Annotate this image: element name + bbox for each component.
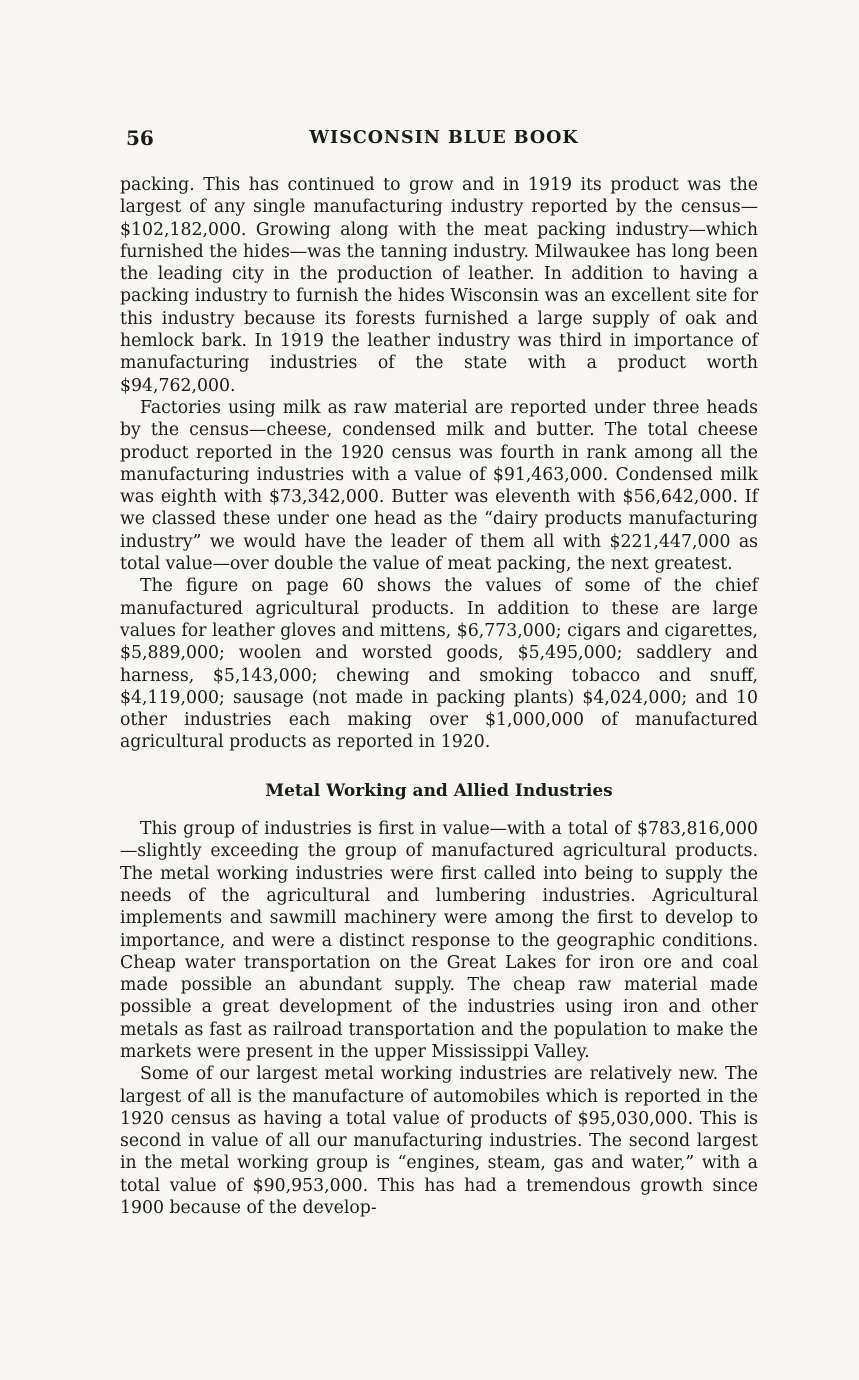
paragraph-metal-working: This group of industries is first in value—with a total of $783,816,000—slightly exceeding the group of manufactured agricultural products. The metal working industries were first called into being to supply the needs of the agricultural and lumbering industries. Agricultural implements and sawmill machinery were among the first to develop to importance, and were a distinct response to the geographic conditions. Cheap water transportation on the Great Lakes for iron ore and coal made possible an abundant supply. The cheap raw material made possible a great development of the industries using iron and other metals as fast as railroad transportation and the population to make the markets were present in the upper Mississippi Valley.: [120, 819, 758, 1062]
paragraph-automobiles: Some of our largest metal working industries are relatively new. The largest of all is the manufacture of automobiles which is reported in the 1920 census as having a total value of products of $95,030,000. This is second in value of all our manufacturing industries. The second largest in the metal working group is “engines, steam, gas and water,” with a total value of $90,953,000. This has had a tremendous growth since 1900 because of the develop-: [120, 1064, 758, 1219]
paragraph-dairy: Factories using milk as raw material are reported under three heads by the census—cheese, condensed milk and butter. The total cheese product reported in the 1920 census was fourth in rank among all the manufacturing industries with a value of $91,463,000. Condensed milk was eighth with $73,342,000. Butter was eleventh with $56,642,000. If we classed these under one head as the “dairy products manufacturing industry” we would have the leader of them all with $221,447,000 as total value—over double the value of meat packing, the next greatest.: [120, 397, 758, 575]
section-heading: Metal Working and Allied Industries: [265, 780, 613, 801]
paragraph-packing: packing. This has continued to grow and in 1919 its product was the largest of any single manufacturing industry reported by the census—$102,182,000. Growing along with the meat packing industry—which furnished the hides—was the tanning industry. Milwaukee has long been the leading city in the production of leather. In addition to having a packing industry to furnish the hides Wisconsin was an excellent site for this industry because its forests furnished a large supply of oak and hemlock bark. In 1919 the leather industry was third in importance of manufacturing industries of the state with a product worth $94,762,000.: [120, 175, 758, 396]
running-head: WISCONSIN BLUE BOOK: [309, 128, 579, 148]
page-header: [124, 126, 764, 156]
page-number: 56: [126, 126, 154, 150]
paragraph-agricultural-products: The figure on page 60 shows the values of some of the chief manufactured agricultural products. In addition to these are large values for leather gloves and mittens, $6,773,000; cigars and cigarettes, $5,889,000; woolen and worsted goods, $5,495,000; saddlery and harness, $5,143,000; chewing and smoking tobacco and snuff, $4,119,000; sausage (not made in packing plants) $4,024,000; and 10 other industries each making over $1,000,000 of manufactured agricultural products as reported in 1920.: [120, 576, 758, 753]
body-text: [120, 174, 758, 1219]
